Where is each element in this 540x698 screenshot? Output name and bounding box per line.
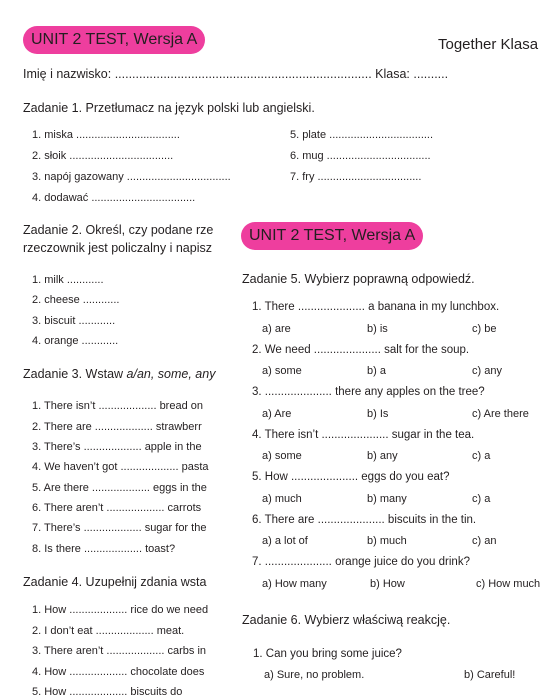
- task-1-item: 4. dodawać ..................................: [32, 192, 196, 204]
- task-1-item: 1. miska ..................................: [32, 129, 180, 141]
- task-1-item: 6. mug ..................................: [290, 150, 431, 162]
- task-2-item: 3. biscuit ............: [32, 315, 116, 327]
- task-5-question: 1. There ..................... a banana in my lunchbox.: [252, 301, 500, 313]
- answer-option: b) How: [370, 578, 405, 590]
- task-3-title: [23, 367, 215, 381]
- task-5-question: 6. There are ..................... biscuits in the tin.: [252, 514, 477, 526]
- answer-option: a) Sure, no problem.: [264, 669, 365, 681]
- unit-badge: UNIT 2 TEST, Wersja A: [241, 222, 423, 250]
- answer-option: b) is: [367, 323, 388, 335]
- task-3-item: 6. There aren’t ................... carrots: [32, 502, 202, 514]
- task-1-title: Zadanie 1. Przetłumacz na język polski lub angielski.: [23, 101, 315, 115]
- task-6-title: Zadanie 6. Wybierz właściwą reakcję.: [242, 613, 451, 627]
- task-3-item: 3. There’s ................... apple in the: [32, 441, 202, 453]
- task-4-item: 1. How ................... rice do we need: [32, 604, 209, 616]
- answer-option: b) much: [367, 535, 407, 547]
- task-3-item: 4. We haven’t got ................... pasta: [32, 461, 209, 473]
- task-1-item: 2. słoik ..................................: [32, 150, 174, 162]
- task-1-item: 5. plate ..................................: [290, 129, 434, 141]
- task-2-title-line-1: Zadanie 2. Określ, czy podane rze: [23, 223, 214, 237]
- task-5-question: 4. There isn’t ..................... sugar in the tea.: [252, 429, 475, 441]
- answer-option: c) a: [472, 450, 491, 462]
- answer-option: a) much: [262, 493, 302, 505]
- task-2-title-line-2: rzeczownik jest policzalny i napisz: [23, 241, 212, 255]
- task-5-question: 3. ..................... there any apples on the tree?: [252, 386, 485, 398]
- task-5-question: 7. ..................... orange juice do you drink?: [252, 556, 470, 568]
- task-5-question: 2. We need ..................... salt for the soup.: [252, 344, 470, 356]
- answer-option: c) a: [472, 493, 491, 505]
- answer-option: a) some: [262, 365, 302, 377]
- task-5-title: Zadanie 5. Wybierz poprawną odpowiedź.: [242, 272, 475, 286]
- task-5-question: 5. How ..................... eggs do you eat?: [252, 471, 450, 483]
- task-6-question: 1. Can you bring some juice?: [253, 648, 402, 660]
- answer-option: b) any: [367, 450, 398, 462]
- task-3-title-options: a/an, some, any: [126, 367, 216, 381]
- task-4-title: Zadanie 4. Uzupełnij zdania wsta: [23, 575, 207, 589]
- answer-option: b) a: [367, 365, 386, 377]
- answer-option: c) be: [472, 323, 497, 335]
- answer-option: c) any: [472, 365, 502, 377]
- answer-option: c) Are there: [472, 408, 529, 420]
- task-2-item: 1. milk ............: [32, 274, 104, 286]
- task-4-item: 2. I don’t eat ................... meat.: [32, 625, 185, 637]
- answer-option: b) many: [367, 493, 407, 505]
- answer-option: b) Is: [367, 408, 389, 420]
- task-3-item: 7. There’s ................... sugar for the: [32, 522, 207, 534]
- answer-option: c) an: [472, 535, 497, 547]
- task-2-item: 4. orange ............: [32, 335, 119, 347]
- answer-option: a) How many: [262, 578, 327, 590]
- test-page-2: [232, 212, 540, 690]
- task-4-item: 3. There aren’t ................... carbs in: [32, 645, 207, 657]
- task-3-title-prefix: Zadanie 3. Wstaw: [23, 367, 127, 381]
- answer-option: a) are: [262, 323, 291, 335]
- answer-option: a) a lot of: [262, 535, 308, 547]
- task-1-item: 3. napój gazowany ..................................: [32, 171, 231, 183]
- task-3-item: 5. Are there ................... eggs in the: [32, 482, 207, 494]
- answer-option: c) How much: [476, 578, 540, 590]
- task-4-item: 4. How ................... chocolate does: [32, 666, 205, 678]
- brand-title: Together Klasa: [438, 36, 539, 53]
- unit-badge: UNIT 2 TEST, Wersja A: [23, 26, 205, 54]
- task-3-item: 1. There isn’t ................... bread on: [32, 400, 203, 412]
- name-class-line: Imię i nazwisko: .......................................................................... Klasa: ..........: [23, 67, 449, 81]
- answer-option: b) Careful!: [464, 669, 516, 681]
- answer-option: a) some: [262, 450, 302, 462]
- task-4-item: 5. How ................... biscuits do: [32, 686, 183, 698]
- task-2-item: 2. cheese ............: [32, 294, 120, 306]
- task-3-item: 2. There are ................... strawberr: [32, 421, 202, 433]
- task-3-item: 8. Is there ................... toast?: [32, 543, 176, 555]
- task-1-item: 7. fry ..................................: [290, 171, 422, 183]
- answer-option: a) Are: [262, 408, 292, 420]
